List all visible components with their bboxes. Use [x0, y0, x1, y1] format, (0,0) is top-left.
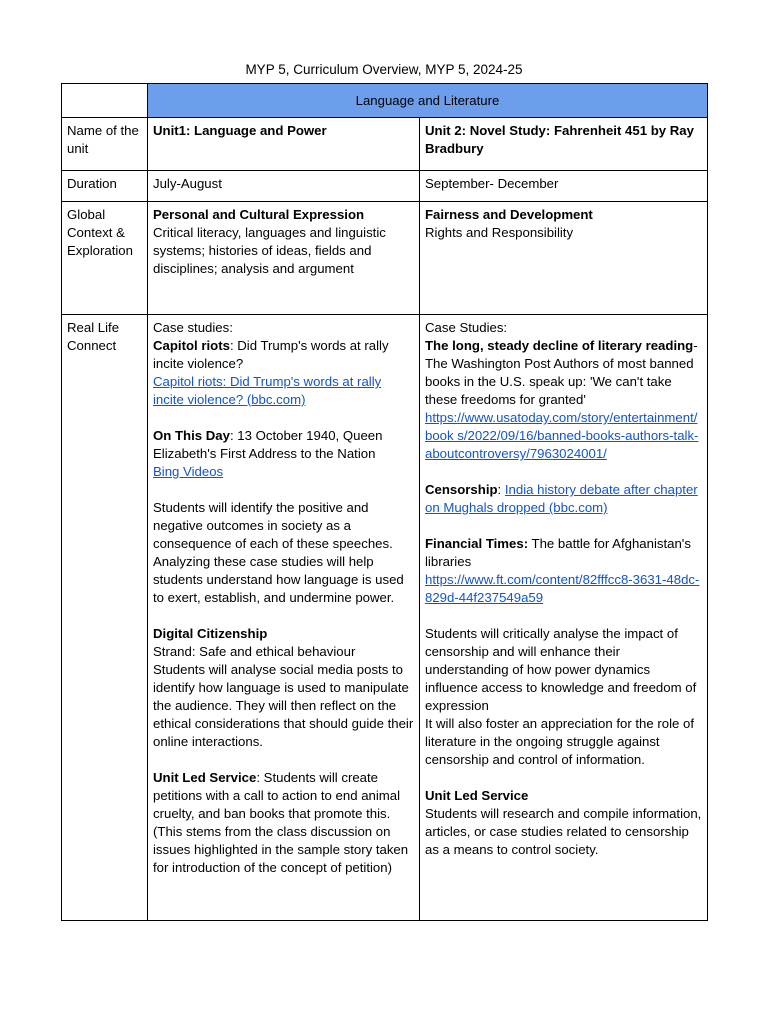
india-history-link[interactable]: India history debate after chapter on Mughals dropped (bbc.com) — [425, 482, 698, 515]
unit-name-row — [62, 118, 708, 171]
capitol-text: : Did Trump's words at rally incite violence? — [153, 338, 389, 371]
unit2-global-heading: Fairness and Development — [425, 207, 593, 222]
unit1-duration: July-August — [148, 171, 420, 202]
unit1-real-life — [148, 315, 420, 921]
unit2-global-text: Rights and Responsibility — [425, 225, 574, 240]
usatoday-link[interactable]: https://www.usatoday.com/story/entertainment/book s/2022/09/16/banned-books-authors-talk-aboutcontroversy/7963024001/ — [425, 410, 699, 461]
onthisday-heading: On This Day — [153, 428, 230, 443]
unit2-analyse-paragraph: Students will critically analyse the impact of censorship and will enhance their understanding of how power dynamics influence access to knowledge and freedom of expression — [425, 626, 697, 713]
document-title: MYP 5, Curriculum Overview, MYP 5, 2024-25 — [245, 62, 523, 77]
unit2-ft-line — [425, 535, 702, 571]
row-label-duration: Duration — [62, 171, 148, 202]
real-life-row — [62, 315, 708, 921]
capitol-heading: Capitol riots — [153, 338, 230, 353]
digital-citizenship-heading: Digital Citizenship — [153, 626, 268, 641]
decline-text: - The Washington Post Authors of most banned books in the U.S. speak up: 'We can't take these freedoms for granted' — [425, 338, 698, 407]
ft-heading: Financial Times: — [425, 536, 529, 551]
unit2-censorship-line — [425, 481, 702, 517]
row-label-unit-name: Name of the unit — [62, 118, 148, 171]
ft-text: The battle for Afghanistan's libraries — [425, 536, 691, 569]
censorship-separator: : — [497, 482, 505, 497]
subject-header-row — [62, 84, 708, 118]
unit1-global-context — [148, 202, 420, 315]
censorship-heading: Censorship — [425, 482, 498, 497]
duration-row — [62, 171, 708, 202]
capitol-riots-link[interactable]: Capitol riots: Did Trump's words at rally incite violence? (bbc.com) — [153, 374, 382, 407]
unit1-global-text: Critical literacy, languages and linguistic systems; histories of ideas, fields and disciplines; analysis and argument — [153, 225, 386, 276]
unit2-case-label: Case Studies: — [425, 320, 508, 335]
strand-text: Strand: Safe and ethical behaviour — [153, 644, 356, 659]
row-label-global-context: Global Context & Exploration — [62, 202, 148, 315]
unit1-capitol-line — [153, 337, 414, 373]
unit2-foster-paragraph: It will also foster an appreciation for the role of literature in the ongoing struggle against censorship and control of information. — [425, 716, 695, 767]
unit2-global-context — [420, 202, 708, 315]
global-context-row — [62, 202, 708, 315]
empty-header-cell — [62, 84, 148, 118]
unit1-onthisday-line — [153, 427, 414, 463]
unit2-duration: September- December — [420, 171, 708, 202]
unit1-service-heading: Unit Led Service — [153, 770, 257, 785]
onthisday-text: : 13 October 1940, Queen Elizabeth's First Address to the Nation — [153, 428, 383, 461]
unit1-service-line — [153, 769, 414, 877]
unit1-global-heading: Personal and Cultural Expression — [153, 207, 365, 222]
unit1-service-text: : Students will create petitions with a call to action to end animal cruelty, and ban books that promote this. (This stems from the class discussion on issues highlighted in the sample story taken for introduction of the concept of petition) — [153, 770, 409, 875]
curriculum-table — [61, 83, 708, 921]
digital-citizenship-paragraph: Students will analyse social media posts to identify how language is used to manipulate the audience. They will then reflect on the ethical considerations that should guide their online interactions. — [153, 662, 414, 749]
unit1-case-label: Case studies: — [153, 320, 233, 335]
unit2-service-heading: Unit Led Service — [425, 788, 529, 803]
unit2-service-text: Students will research and compile information, articles, or case studies related to censorship as a means to control society. — [425, 806, 702, 857]
bing-videos-link[interactable]: Bing Videos — [153, 464, 224, 479]
decline-heading: The long, steady decline of literary reading — [425, 338, 694, 353]
ft-link[interactable]: https://www.ft.com/content/82fffcc8-3631-48dc-829d-44f237549a59 — [425, 572, 700, 605]
unit2-name: Unit 2: Novel Study: Fahrenheit 451 by Ray Bradbury — [420, 118, 708, 171]
row-label-real-life: Real Life Connect — [62, 315, 148, 921]
unit1-name: Unit1: Language and Power — [148, 118, 420, 171]
subject-heading: Language and Literature — [148, 84, 708, 118]
unit1-students-paragraph: Students will identify the positive and negative outcomes in society as a consequence of each of these speeches. Analyzing these case studies will help students understand how language is used to exert, establish, and undermine power. — [153, 500, 404, 605]
unit2-decline-line — [425, 337, 702, 409]
unit2-real-life — [420, 315, 708, 921]
